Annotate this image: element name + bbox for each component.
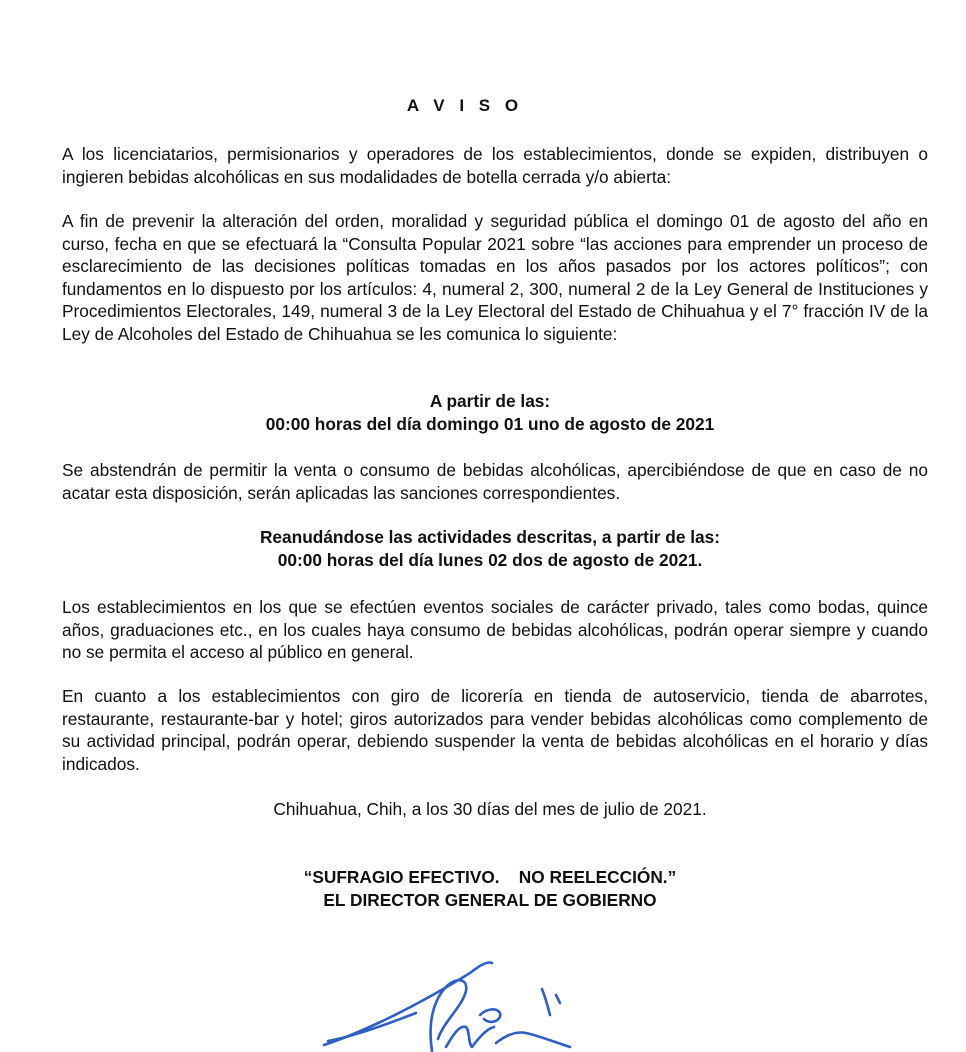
- intro-paragraph: A los licenciatarios, permisionarios y operadores de los establecimientos, donde se expiden, distribuyen o ingieren bebidas alcohólicas en sus modalidades de botella cerrada y/o abierta:: [62, 144, 928, 187]
- resume-heading: Reanudándose las actividades descritas, a partir de las:: [259, 527, 721, 547]
- place-date: Chihuahua, Chih, a los 30 días del mes de julio de 2021.: [273, 799, 707, 819]
- liquor-stores-paragraph: En cuanto a los establecimientos con giro de licorería en tienda de autoservicio, tienda de abarrotes, restaurante, restaurante-bar y hotel; giros autorizados para vender bebidas alcohólicas como complemento de su actividad principal, podrán operar, debiendo suspender la venta de bebidas alcohólicas en el horario y días indicados.: [62, 686, 928, 774]
- legal-basis-paragraph: A fin de prevenir la alteración del orden, moralidad y seguridad pública el domingo 01 de agosto del año en curso, fecha en que se efectuará la “Consulta Popular 2021 sobre “las acciones para emprender un proceso de esclarecimiento de las decisiones políticas tomadas en los años pasados por los actores políticos”; con fundamentos en lo dispuesto por los artículos: 4, numeral 2, 300, numeral 2 de la Ley General de Instituciones y Procedimientos Electorales, 149, numeral 3 de la Ley Electoral del Estado de Chihuahua y el 7° fracción IV de la Ley de Alcoholes del Estado de Chihuahua se les comunica lo siguiente:: [62, 211, 928, 344]
- signer-title: EL DIRECTOR GENERAL DE GOBIERNO: [323, 890, 657, 910]
- start-heading: A partir de las:: [429, 391, 551, 411]
- prohibition-paragraph: Se abstendrán de permitir la venta o consumo de bebidas alcohólicas, apercibiéndose de que en caso de no acatar esta disposición, serán aplicadas las sanciones correspondientes.: [62, 460, 928, 503]
- private-events-paragraph: Los establecimientos en los que se efectúen eventos sociales de carácter privado, tales como bodas, quince años, graduaciones etc., en los cuales haya consumo de bebidas alcohólicas, podrán operar siempre y cuando no se permita el acceso al público en general.: [62, 597, 928, 663]
- resume-datetime: 00:00 horas del día lunes 02 dos de agosto de 2021.: [277, 550, 703, 570]
- notice-title: A V I S O: [406, 96, 524, 115]
- start-datetime: 00:00 horas del día domingo 01 uno de agosto de 2021: [265, 414, 715, 434]
- motto: “SUFRAGIO EFECTIVO. NO REELECCIÓN.”: [303, 867, 677, 887]
- handwritten-signature-icon: [320, 955, 590, 1052]
